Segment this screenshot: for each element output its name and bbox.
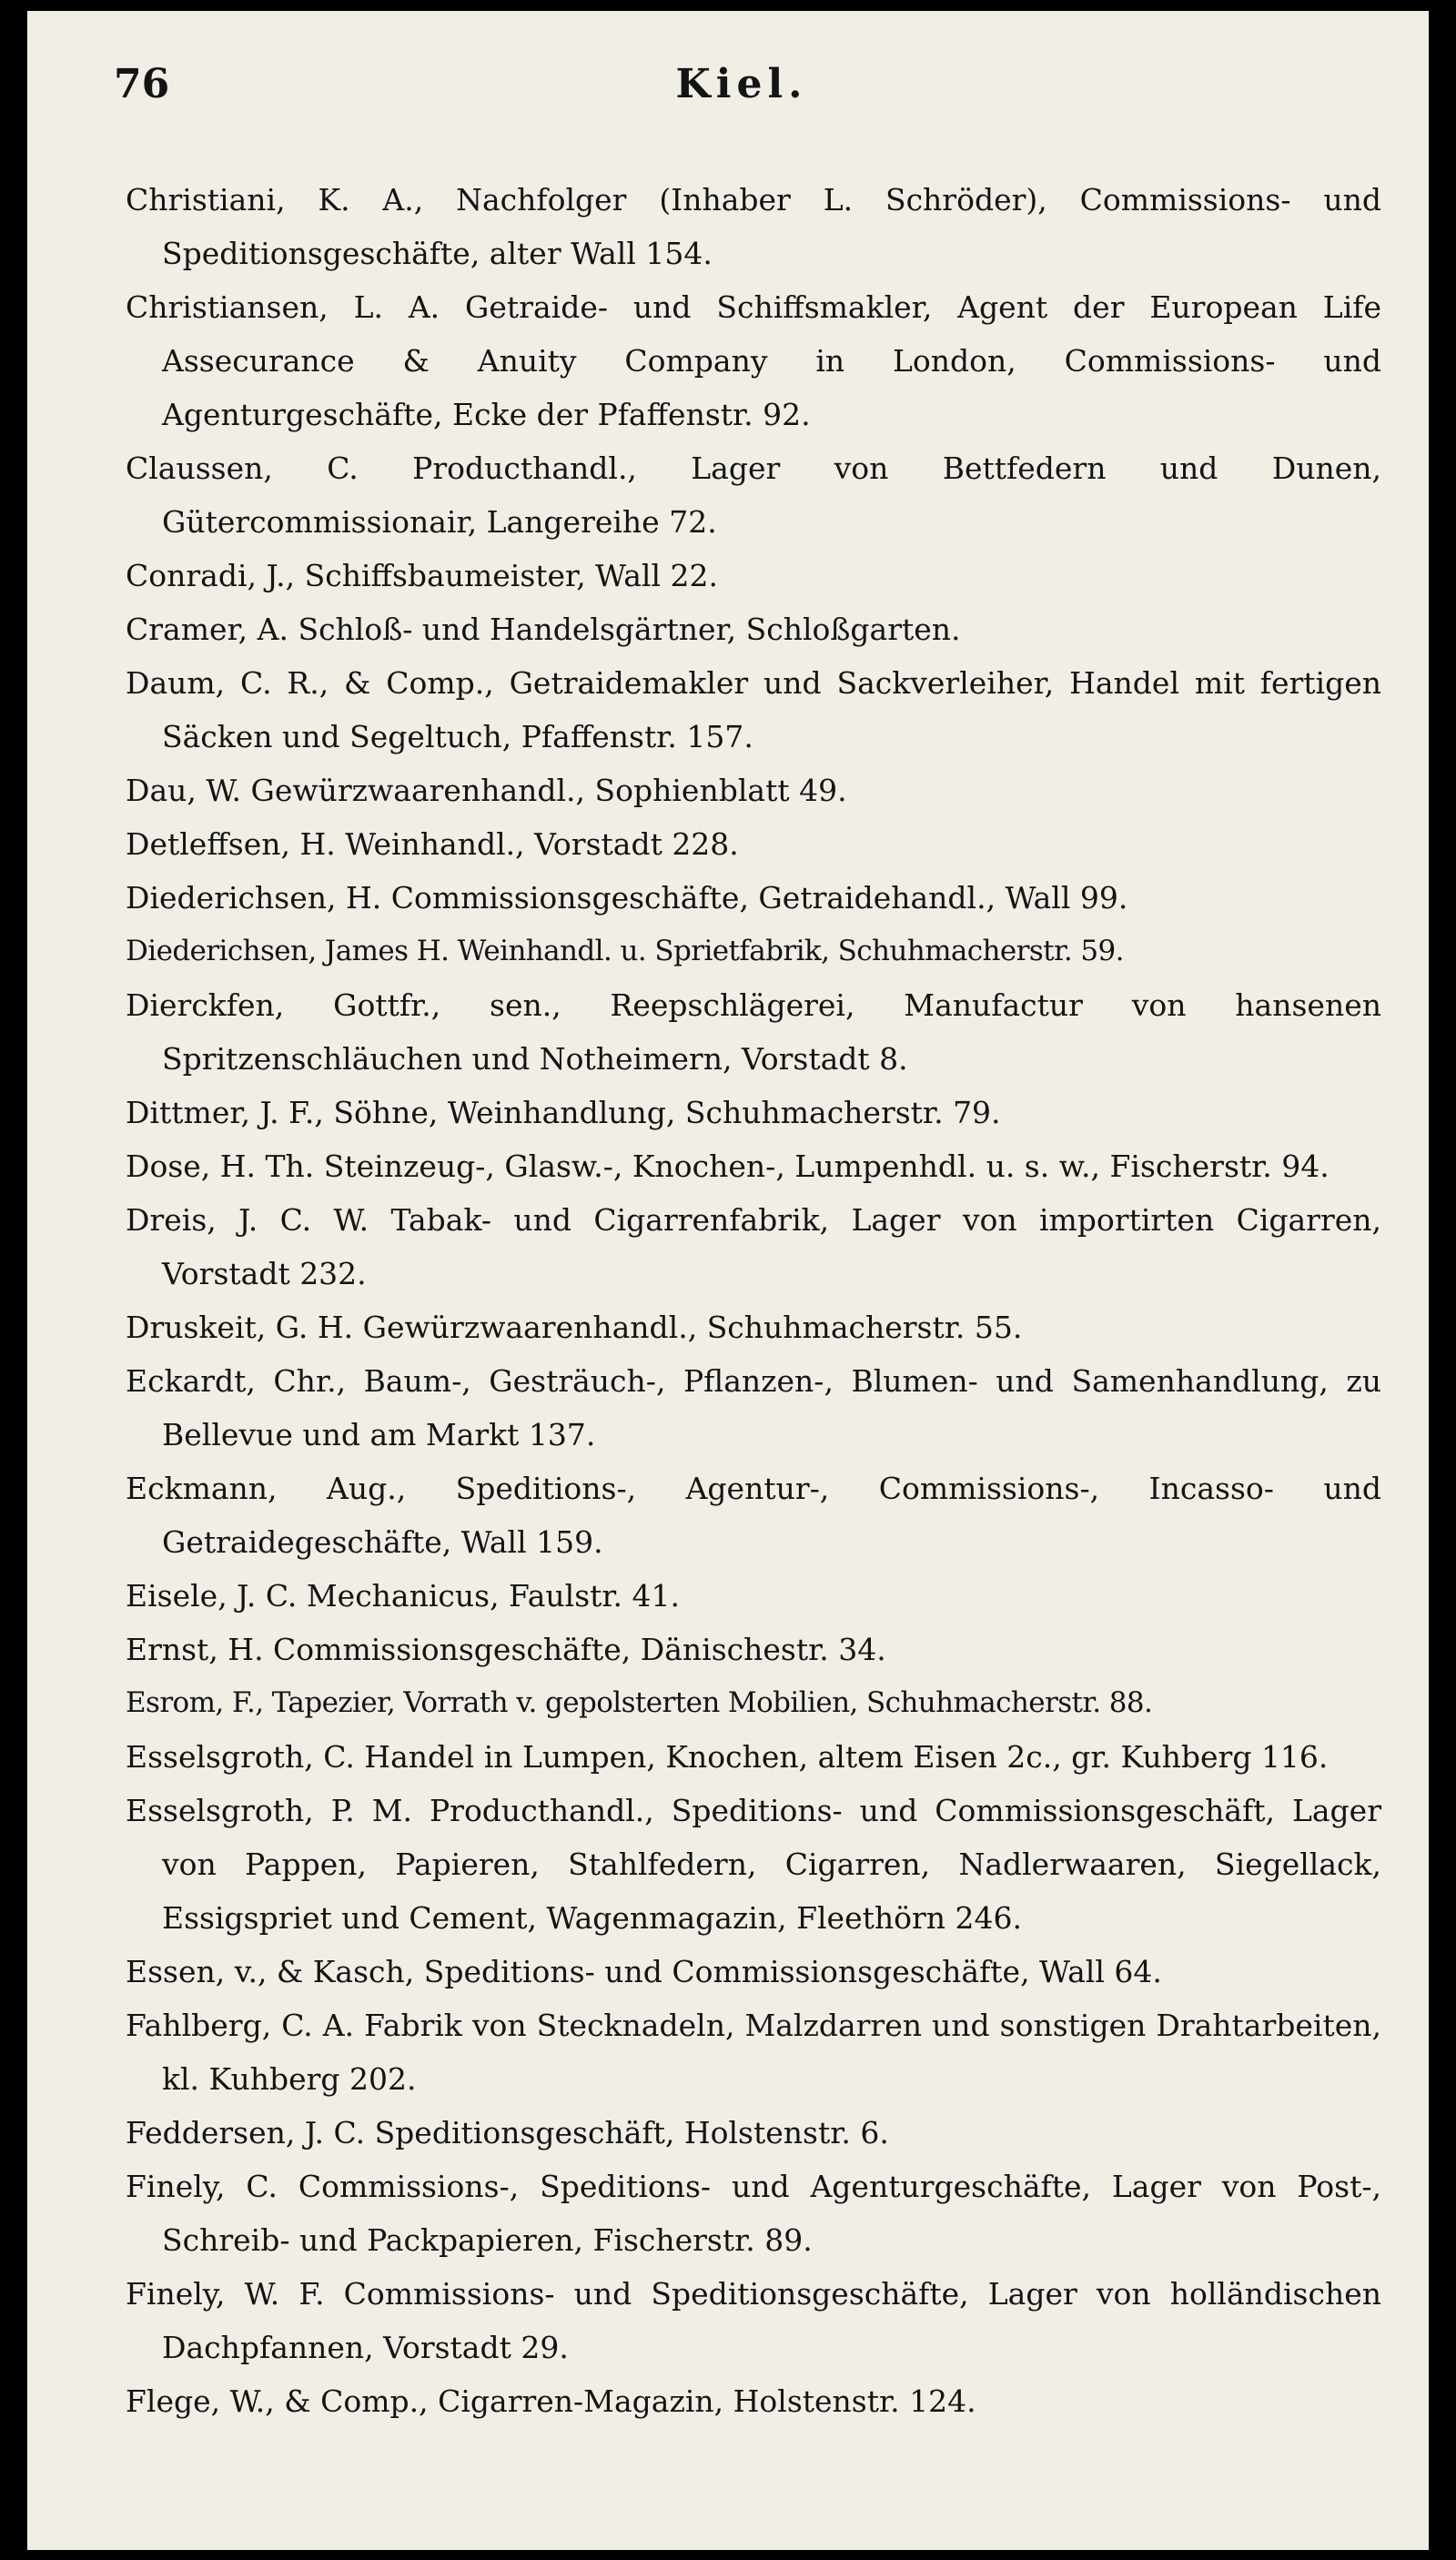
directory-entry: Christiansen, L. A. Getraide- und Schiffsmakler, Agent der European Life Assecurance & Anuity Company in London, Commissions- und Agenturgeschäfte, Ecke der Pfaffenstr. 92.	[126, 289, 1381, 432]
directory-entry: Cramer, A. Schloß- und Handelsgärtner, Schloßgarten.	[126, 612, 961, 647]
directory-entry: Dittmer, J. F., Söhne, Weinhandlung, Schuhmacherstr. 79.	[126, 1095, 1001, 1130]
directory-entry: Esselsgroth, P. M. Producthandl., Speditions- und Commissionsgeschäft, Lager von Pappen, Papieren, Stahlfedern, Cigarren, Nadlerwaaren, Siegellack, Essigspriet und Cement, Wagenmagazin, Fleethörn 246.	[126, 1793, 1381, 1936]
directory-entry: Eckardt, Chr., Baum-, Gesträuch-, Pflanzen-, Blumen- und Samenhandlung, zu Bellevue und am Markt 137.	[126, 1363, 1381, 1452]
directory-entry: Dose, H. Th. Steinzeug-, Glasw.-, Knochen-, Lumpenhdl. u. s. w., Fischerstr. 94.	[126, 1148, 1330, 1184]
running-head: Kiel.	[675, 61, 808, 107]
directory-entry: Eisele, J. C. Mechanicus, Faulstr. 41.	[126, 1578, 681, 1614]
directory-entry: Ernst, H. Commissionsgeschäfte, Dänischestr. 34.	[126, 1632, 886, 1667]
directory-entry: Detleffsen, H. Weinhandl., Vorstadt 228.	[126, 826, 739, 862]
directory-entry: Daum, C. R., & Comp., Getraidemakler und Sackverleiher, Handel mit fertigen Säcken und Segeltuch, Pfaffenstr. 157.	[126, 665, 1381, 754]
directory-entry: Esrom, F., Tapezier, Vorrath v. gepolsterten Mobilien, Schuhmacherstr. 88.	[126, 1686, 1153, 1719]
directory-entry: Christiani, K. A., Nachfolger (Inhaber L. Schröder), Commissions- und Speditionsgeschäfte, alter Wall 154.	[126, 182, 1381, 271]
directory-entry: Dau, W. Gewürzwaarenhandl., Sophienblatt 49.	[126, 773, 847, 808]
directory-entry: Fahlberg, C. A. Fabrik von Stecknadeln, Malzdarren und sonstigen Drahtarbeiten, kl. Kuhberg 202.	[126, 2008, 1381, 2097]
directory-entry: Eckmann, Aug., Speditions-, Agentur-, Commissions-, Incasso- und Getraidegeschäfte, Wall 159.	[126, 1471, 1381, 1560]
directory-entry: Feddersen, J. C. Speditionsgeschäft, Holstenstr. 6.	[126, 2115, 889, 2150]
directory-entry: Finely, C. Commissions-, Speditions- und Agenturgeschäfte, Lager von Post-, Schreib- und Packpapieren, Fischerstr. 89.	[126, 2169, 1381, 2258]
directory-entry: Esselsgroth, C. Handel in Lumpen, Knochen, altem Eisen 2c., gr. Kuhberg 116.	[126, 1739, 1329, 1775]
directory-entry: Dreis, J. C. W. Tabak- und Cigarrenfabrik, Lager von importirten Cigarren, Vorstadt 232.	[126, 1202, 1381, 1291]
directory-entries	[126, 173, 1381, 2428]
page-number: 76	[114, 61, 170, 107]
directory-entry: Claussen, C. Producthandl., Lager von Bettfedern und Dunen, Gütercommissionair, Langereihe 72.	[126, 450, 1381, 540]
directory-entry: Flege, W., & Comp., Cigarren-Magazin, Holstenstr. 124.	[126, 2383, 976, 2419]
directory-entry: Essen, v., & Kasch, Speditions- und Commissionsgeschäfte, Wall 64.	[126, 1954, 1162, 1989]
page-header	[114, 61, 1370, 125]
directory-entry: Finely, W. F. Commissions- und Speditionsgeschäfte, Lager von holländischen Dachpfannen, Vorstadt 29.	[126, 2276, 1381, 2365]
directory-entry: Druskeit, G. H. Gewürzwaarenhandl., Schuhmacherstr. 55.	[126, 1310, 1023, 1345]
directory-page	[27, 11, 1429, 2550]
directory-entry: Conradi, J., Schiffsbaumeister, Wall 22.	[126, 558, 718, 593]
directory-entry: Diederichsen, H. Commissionsgeschäfte, Getraidehandl., Wall 99.	[126, 880, 1128, 916]
directory-entry: Dierckfen, Gottfr., sen., Reepschlägerei, Manufactur von hansenen Spritzenschläuchen und Notheimern, Vorstadt 8.	[126, 987, 1381, 1077]
directory-entry: Diederichsen, James H. Weinhandl. u. Sprietfabrik, Schuhmacherstr. 59.	[126, 935, 1124, 967]
